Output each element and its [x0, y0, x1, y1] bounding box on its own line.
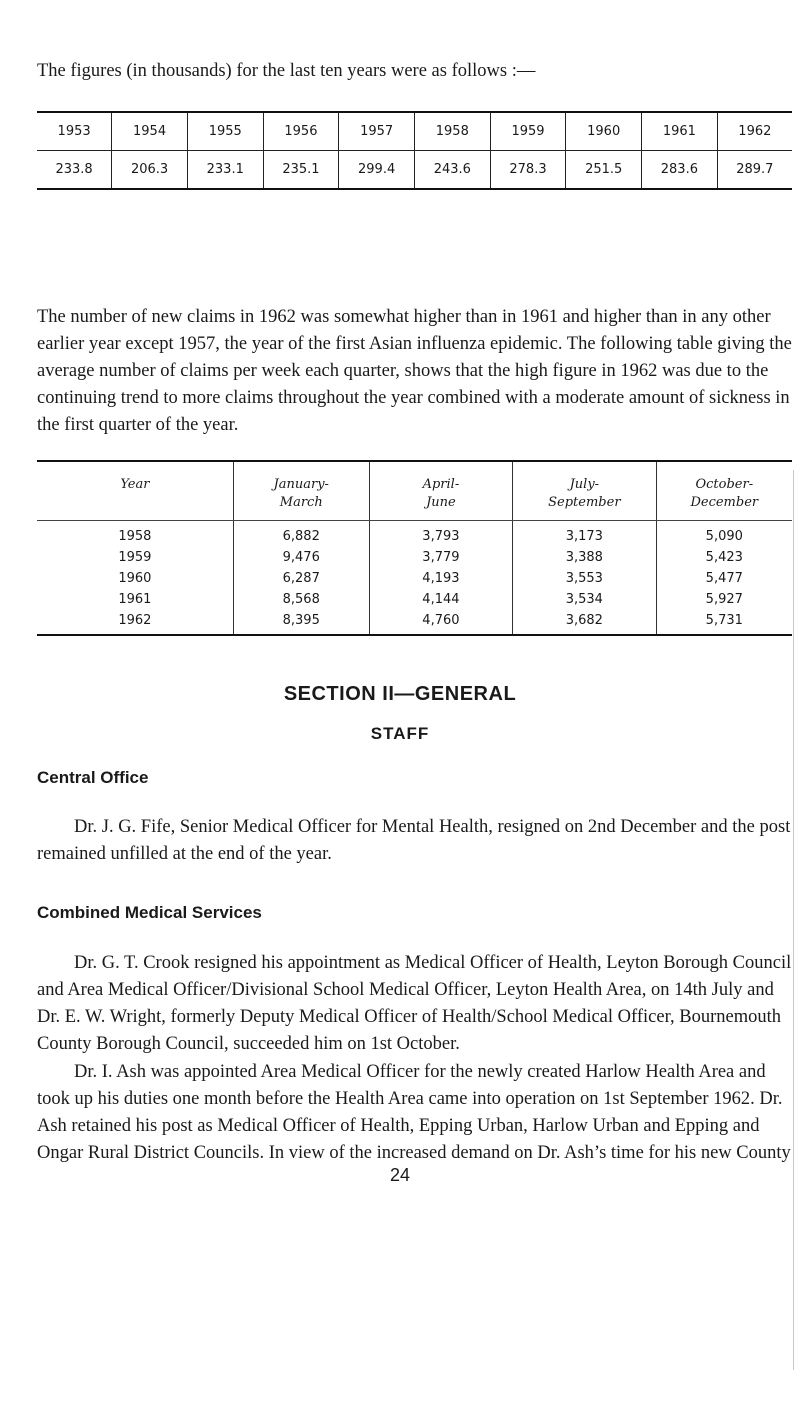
value-cell: 243.6 [414, 151, 490, 190]
header-line: July- [569, 477, 600, 492]
year-cell: 1955 [187, 112, 263, 151]
table-cell: 6,882 [233, 521, 369, 548]
table-header-row [37, 461, 792, 521]
page-number: 24 [389, 1165, 411, 1185]
header-line: March [279, 495, 323, 510]
header-line: Year [120, 477, 150, 492]
year-cell: 1962 [717, 112, 792, 151]
central-office-paragraph: Dr. J. G. Fife, Senior Medical Officer for Mental Health, resigned on 2nd December and the post remained unfilled at the end of the year. [37, 817, 791, 864]
value-cell: 283.6 [642, 151, 718, 190]
combined-services-paragraph: Dr. I. Ash was appointed Area Medical Officer for the newly created Harlow Health Area and took up his duties one month before the Health Area came into operation on 1st September 1962. Dr. Ash retained his post as Medical Officer of Health, Epping Urban, Harlow Urban and Epping and Ongar Rural District Councils. In view of the increased demand on Dr. Ash’s time for his new County [37, 1062, 791, 1163]
table-cell: 5,731 [656, 610, 792, 635]
table-cell: 1960 [118, 571, 152, 586]
table-cell: 3,173 [513, 521, 656, 548]
header-jul-sep [513, 461, 656, 521]
central-office-heading: Central Office [37, 768, 149, 787]
table-row-values [37, 151, 792, 190]
table-cell: 5,927 [656, 589, 792, 610]
table-cell: 1962 [37, 610, 233, 635]
table-cell: 5,477 [656, 568, 792, 589]
header-line: September [548, 495, 621, 510]
ten-year-claims-table [37, 111, 792, 190]
year-cell: 1954 [112, 112, 188, 151]
table-cell: 3,682 [513, 610, 656, 635]
header-apr-jun [369, 461, 512, 521]
table-row [37, 610, 792, 635]
table-cell: 3,779 [369, 547, 512, 568]
value-cell: 278.3 [490, 151, 566, 190]
table-cell: 1958 [118, 529, 152, 544]
intro-text: The figures (in thousands) for the last ten years were as follows :— [37, 61, 536, 81]
table-cell: 1961 [118, 592, 152, 607]
combined-services-paragraph: Dr. G. T. Crook resigned his appointment as Medical Officer of Health, Leyton Borough Council and Area Medical Officer/Divisional School Medical Officer, Leyton Health Area, on 14th July and Dr. E. W. Wright, formerly Deputy Medical Officer of Health/School Medical Officer, Bournemouth County Borough Council, succeeded him on 1st October. [37, 953, 792, 1054]
table-cell: 5,090 [656, 521, 792, 548]
value-cell: 233.8 [37, 151, 112, 190]
table-cell: 3,553 [513, 568, 656, 589]
table-cell: 1959 [118, 550, 152, 565]
table-cell: 8,395 [233, 610, 369, 635]
value-cell: 289.7 [717, 151, 792, 190]
header-year [37, 461, 233, 521]
table-row [37, 568, 792, 589]
table-cell: 4,760 [369, 610, 512, 635]
claims-paragraph: The number of new claims in 1962 was somewhat higher than in 1961 and higher than in any other earlier year except 1957, the year of the first Asian influenza epidemic. The following table giving the average number of claims per week each quarter, shows that the high figure in 1962 was due to the continuing trend to more claims throughout the year combined with a moderate amount of sickness in the first quarter of the year. [37, 307, 792, 435]
header-line: October- [695, 477, 754, 492]
year-cell: 1958 [414, 112, 490, 151]
year-cell: 1957 [339, 112, 415, 151]
year-cell: 1956 [263, 112, 339, 151]
year-cell: 1961 [642, 112, 718, 151]
combined-services-heading: Combined Medical Services [37, 903, 262, 922]
table-row [37, 521, 792, 548]
year-cell: 1960 [566, 112, 642, 151]
section-subtitle: STAFF [370, 724, 430, 743]
section-title: SECTION II—GENERAL [283, 683, 517, 705]
value-cell: 206.3 [112, 151, 188, 190]
value-cell: 233.1 [187, 151, 263, 190]
header-line: December [690, 495, 759, 510]
header-line: April- [422, 477, 460, 492]
quarterly-claims-table [37, 460, 792, 636]
header-oct-dec [656, 461, 792, 521]
table-cell: 4,144 [369, 589, 512, 610]
page-edge-shadow [793, 470, 794, 1370]
table-cell: 3,388 [513, 547, 656, 568]
value-cell: 235.1 [263, 151, 339, 190]
table-row [37, 547, 792, 568]
table-row-years [37, 112, 792, 151]
header-line: June [426, 495, 456, 510]
value-cell: 251.5 [566, 151, 642, 190]
table-row [37, 589, 792, 610]
table-cell: 8,568 [233, 589, 369, 610]
table-cell: 9,476 [233, 547, 369, 568]
year-cell: 1959 [490, 112, 566, 151]
table-cell: 4,193 [369, 568, 512, 589]
value-cell: 299.4 [339, 151, 415, 190]
table-cell: 3,534 [513, 589, 656, 610]
table-cell: 3,793 [369, 521, 512, 548]
table-cell: 6,287 [233, 568, 369, 589]
year-cell: 1953 [37, 112, 112, 151]
header-jan-mar [233, 461, 369, 521]
header-line: January- [273, 477, 329, 492]
table-cell: 5,423 [656, 547, 792, 568]
